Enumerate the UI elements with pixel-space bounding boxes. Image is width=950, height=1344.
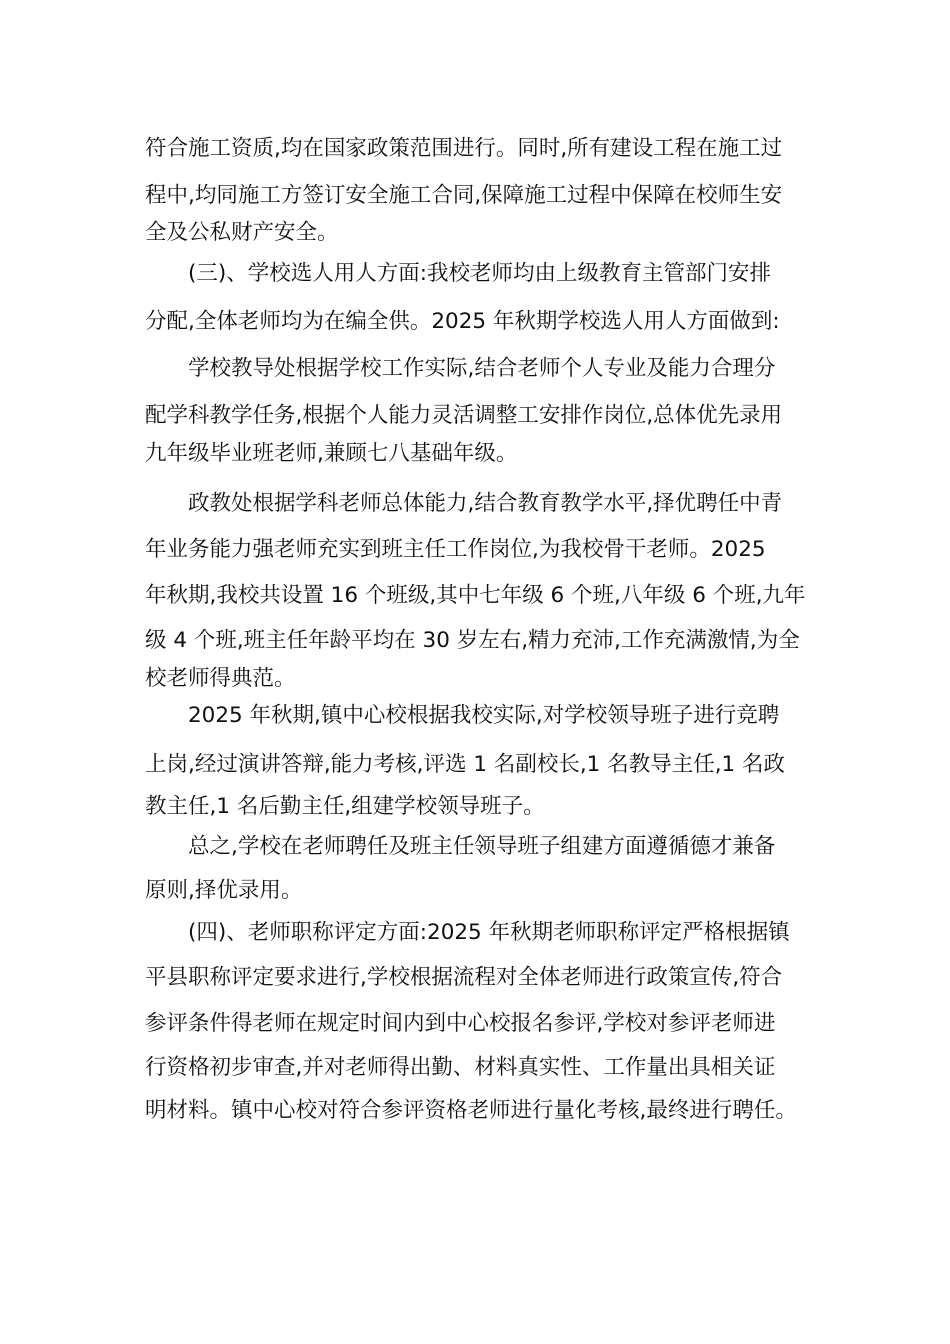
text-line: (三)、学校选人用人方面:我校老师均由上级教育主管部门安排: [188, 261, 772, 286]
text-line: 行资格初步审查,并对老师得出勤、材料真实性、工作量出具相关证: [145, 1055, 776, 1080]
text-line: 原则,择优录用。: [145, 878, 303, 903]
text-line: 总之,学校在老师聘任及班主任领导班子组建方面遵循德才兼备: [188, 834, 776, 859]
text-line: 符合施工资质,均在国家政策范围进行。同时,所有建设工程在施工过: [145, 136, 783, 161]
text-line: 年业务能力强老师充实到班主任工作岗位,为我校骨干老师。2025: [145, 537, 766, 562]
text-line: 政教处根据学科老师总体能力,结合教育教学水平,择优聘任中青: [188, 491, 783, 516]
text-line: 平县职称评定要求进行,学校根据流程对全体老师进行政策宣传,符合: [145, 965, 783, 990]
text-line: 年秋期,我校共设置 16 个班级,其中七年级 6 个班,八年级 6 个班,九年: [145, 583, 806, 608]
text-line: 明材料。镇中心校对符合参评资格老师进行量化考核,最终进行聘任。: [145, 1098, 797, 1123]
text-line: 参评条件得老师在规定时间内到中心校报名参评,学校对参评老师进: [145, 1011, 776, 1036]
text-line: 九年级毕业班老师,兼顾七八基础年级。: [145, 441, 518, 466]
text-line: 校老师得典范。: [145, 666, 296, 691]
text-line: 全及公私财产安全。: [145, 220, 339, 245]
text-line: 教主任,1 名后勤主任,组建学校领导班子。: [145, 794, 545, 819]
text-line: (四)、老师职称评定方面:2025 年秋期老师职称评定严格根据镇: [188, 920, 790, 945]
text-line: 分配,全体老师均为在编全供。2025 年秋期学校选人用人方面做到:: [145, 309, 780, 334]
text-line: 学校教导处根据学校工作实际,结合老师个人专业及能力合理分: [188, 356, 776, 381]
text-line: 级 4 个班,班主任年龄平均在 30 岁左右,精力充沛,工作充满激情,为全: [145, 628, 800, 653]
text-line: 程中,均同施工方签订安全施工合同,保障施工过程中保障在校师生安: [145, 183, 783, 208]
text-line: 配学科教学任务,根据个人能力灵活调整工安排作岗位,总体优先录用: [145, 403, 783, 428]
text-line: 2025 年秋期,镇中心校根据我校实际,对学校领导班子进行竞聘: [188, 703, 780, 728]
text-line: 上岗,经过演讲答辩,能力考核,评选 1 名副校长,1 名教导主任,1 名政: [145, 752, 786, 777]
